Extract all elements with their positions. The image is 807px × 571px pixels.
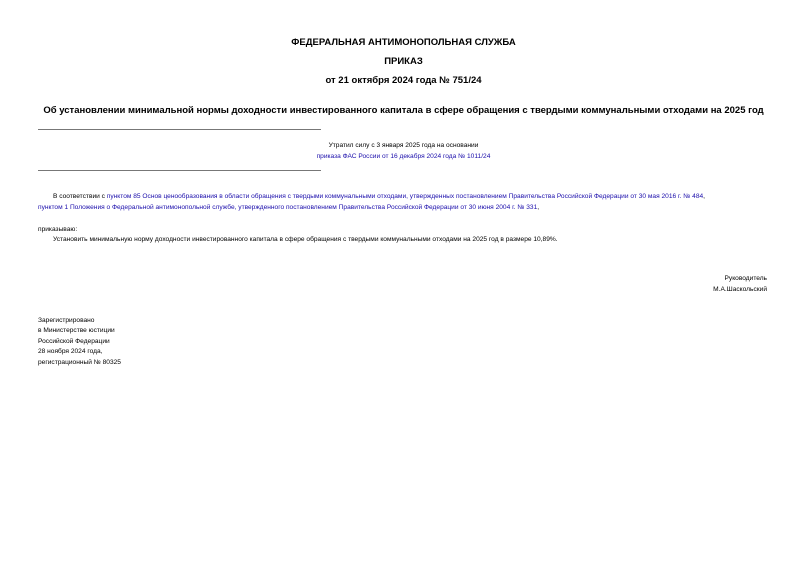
pricing-basics-link[interactable]: пунктом 85 Основ ценообразования в области обращения с твердыми коммунальными отходами, утвержденных постановлением Правительства Российской Федерации от 30 мая 2016 г. № 484	[106, 193, 704, 200]
document-title: Об установлении минимальной нормы доходности инвестированного капитала в сфере обращения с твердыми коммунальными отходами на 2025 год	[43, 105, 764, 116]
registration-line: Российской Федерации	[38, 338, 110, 345]
registration-line: в Министерстве юстиции	[38, 327, 115, 334]
preamble-suffix: ,	[537, 204, 540, 211]
lost-force-basis	[0, 153, 807, 160]
registration-date: 28 ноября 2024 года,	[38, 348, 103, 355]
document-type: ПРИКАЗ	[384, 56, 423, 67]
registration-number: регистрационный № 80325	[38, 359, 121, 366]
signatory-role: Руководитель	[724, 275, 767, 282]
document-date-number: от 21 октября 2024 года № 751/24	[325, 75, 482, 86]
order-clause: Установить минимальную норму доходности инвестированного капитала в сфере обращения с твердыми коммунальными отходами на 2025 год в размере 10,89%.	[53, 236, 558, 243]
lost-force-note: Утратил силу с 3 января 2025 года на основании	[328, 142, 479, 149]
basis-order-link[interactable]: приказа ФАС России от 16 декабря 2024 года № 1011/24	[316, 153, 491, 160]
ordered-word: приказываю:	[38, 226, 78, 233]
agency-name: ФЕДЕРАЛЬНАЯ АНТИМОНОПОЛЬНАЯ СЛУЖБА	[291, 37, 516, 48]
divider-bottom	[38, 170, 321, 171]
divider-top	[38, 129, 321, 130]
fas-regulation-link[interactable]: пунктом 1 Положения о Федеральной антимонопольной службе, утвержденного постановлением Правительства Российской Федерации от 30 июня 2004 г. № 331	[38, 204, 538, 211]
registration-line: Зарегистрировано	[38, 317, 95, 324]
preamble-prefix: В соответствии с	[53, 193, 107, 200]
preamble-line-1	[53, 192, 705, 202]
preamble-line-2	[38, 203, 539, 213]
signatory-name: М.А.Шаскольский	[713, 286, 767, 293]
preamble-separator: ,	[703, 193, 706, 200]
